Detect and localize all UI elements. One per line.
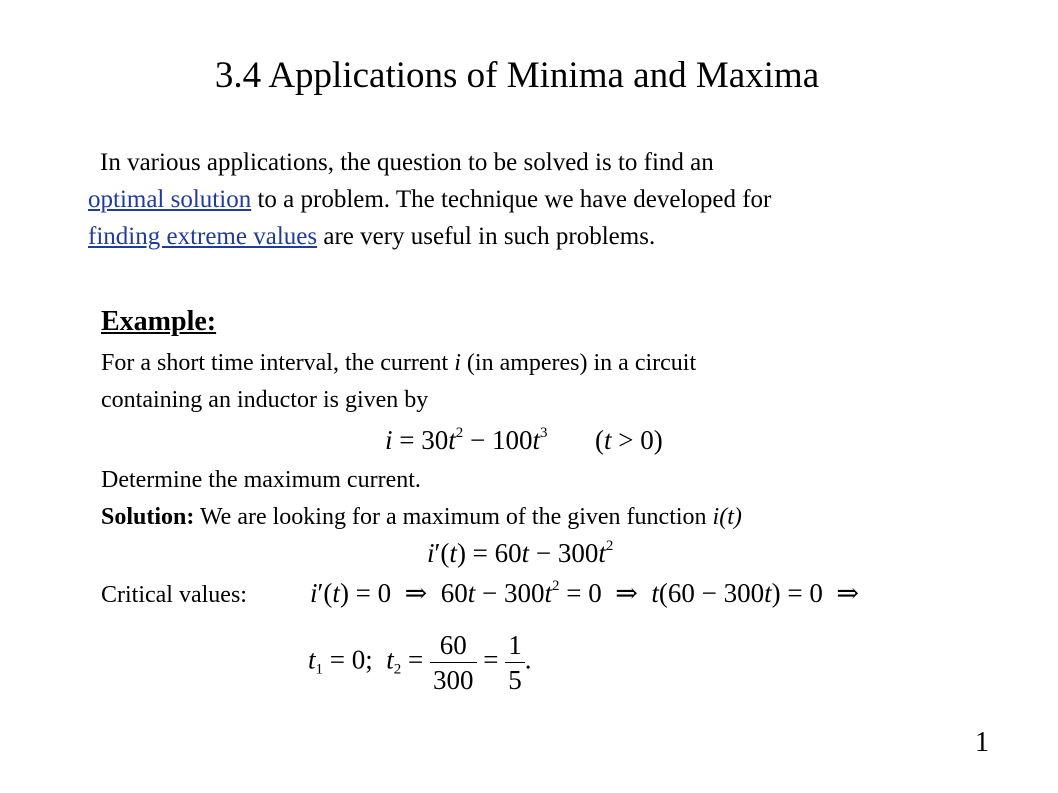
example-line-1-text-a: For a short time interval, the current (101, 350, 455, 376)
solution-label: Solution: (101, 504, 195, 530)
finding-extreme-values-link[interactable]: finding extreme values (88, 223, 318, 250)
example-heading: Example: (101, 306, 217, 337)
solutions-equation: $t_1 = 0$; $t_2$ = $\frac{60}{300}$ = $\frac{1}{5}$ . (308, 630, 532, 695)
domain-condition: (t > 0) (595, 425, 663, 455)
solution-line (101, 504, 742, 531)
critical-values-label: Critical values: (101, 582, 247, 608)
current-variable: i (454, 350, 461, 376)
determine-text: Determine the maximum current. (101, 467, 421, 493)
derivative-equation: $i'(t) = 60t - 300t^2$ (427, 538, 614, 568)
function-name: i(t) (712, 504, 742, 530)
page-title: 3.4 Applications of Minima and Maxima (214, 55, 820, 96)
page-number: 1 (975, 727, 989, 758)
solution-text: We are looking for a maximum of the given function (194, 504, 713, 530)
intro-line-3-text: are very useful in such problems. (317, 223, 656, 250)
example-line-1-text-b: (in amperes) in a circuit (460, 350, 697, 376)
current-equation: $i = 30t^2 - 100t^3$ (385, 425, 548, 455)
critical-values-equation: i′(t) = 0 ⇒ $60t - 300t^2 = 0$ ⇒ t(60 − 300t) = 0 ⇒ (310, 578, 859, 608)
intro-line-2-text: to a problem. The technique we have developed for (251, 186, 772, 213)
intro-line-2 (88, 181, 771, 218)
example-line-1 (101, 350, 696, 377)
optimal-solution-link[interactable]: optimal solution (88, 186, 252, 213)
example-line-2: containing an inductor is given by (101, 387, 429, 413)
intro-line-1: In various applications, the question to be solved is to find an (100, 149, 714, 176)
intro-line-3 (88, 218, 655, 255)
